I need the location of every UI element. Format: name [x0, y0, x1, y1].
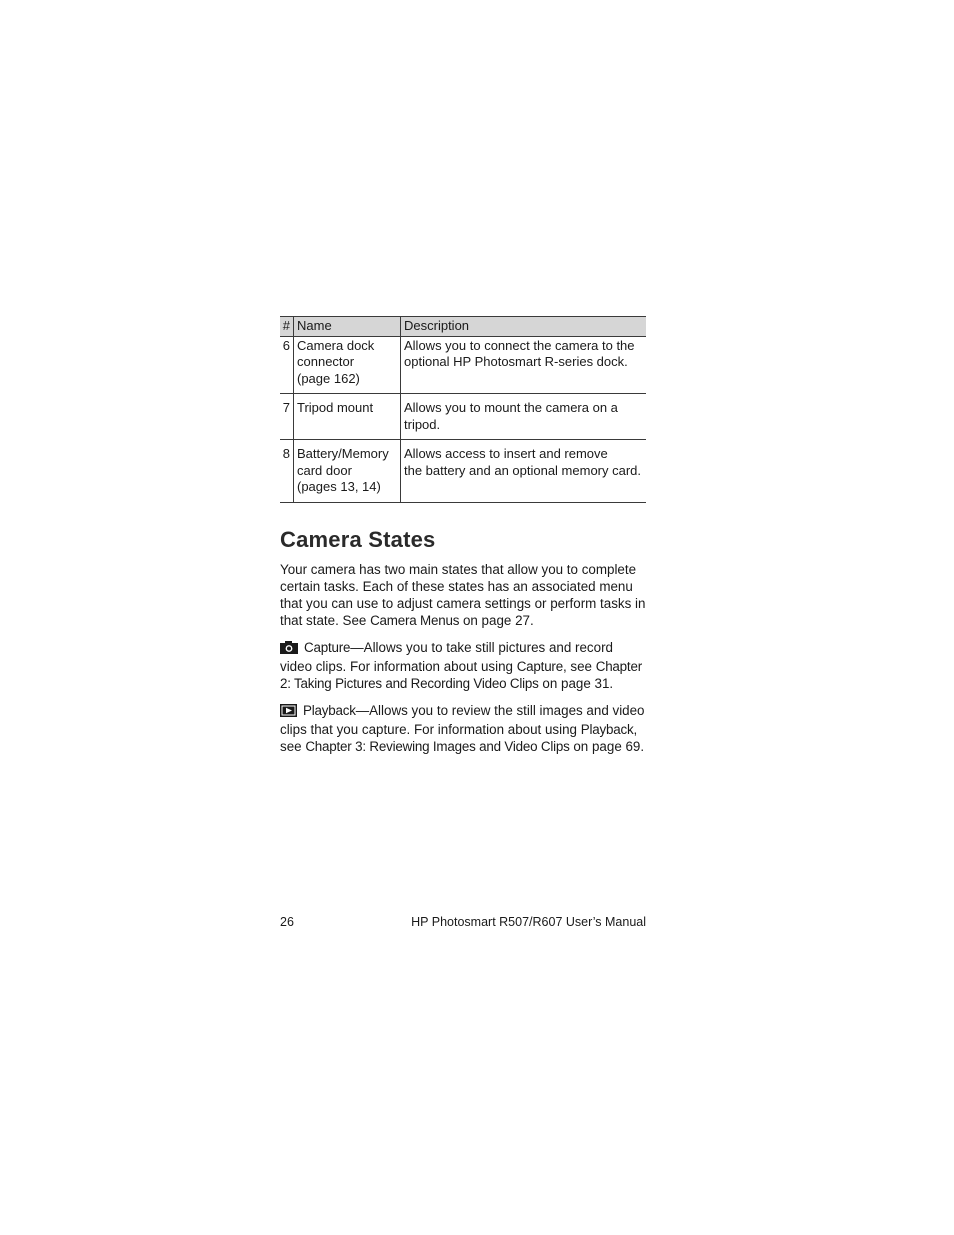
capture-term-2: Capture	[516, 658, 563, 674]
row-num: 8	[280, 440, 294, 503]
header-num: #	[280, 317, 294, 337]
page-content	[280, 316, 646, 765]
row-num: 6	[280, 336, 294, 394]
row-description: Allows access to insert and remove the battery and an optional memory card.	[401, 440, 647, 503]
header-name: Name	[294, 317, 401, 337]
playback-term-2: Playback	[580, 721, 634, 737]
playback-term: Playback	[303, 702, 356, 718]
table-header-row	[280, 317, 646, 337]
playback-paragraph: Playback—Allows you to review the still images and video clips that you capture. For information about using Playback, see Chapter 3: Reviewing Images and Video Clips on page 69.	[280, 702, 645, 754]
playback-icon	[280, 704, 297, 721]
page-number: 26	[280, 915, 294, 929]
capture-term: Capture	[304, 639, 351, 655]
row-description: Allows you to mount the camera on a tripod.	[401, 394, 647, 440]
camera-menus-link[interactable]: Camera Menus	[370, 612, 460, 628]
row-name: Camera dock connector (page 162)	[294, 336, 401, 394]
row-num: 7	[280, 394, 294, 440]
row-name: Tripod mount	[294, 394, 401, 440]
section-heading: Camera States	[280, 526, 436, 552]
table-row	[280, 440, 646, 503]
row-name: Battery/Memory card door (pages 13, 14)	[294, 440, 401, 503]
chapter-2-link[interactable]: Chapter 2: Taking Pictures and Recording Video Clips	[280, 658, 642, 691]
table-row	[280, 394, 646, 440]
camera-icon	[280, 641, 298, 658]
capture-paragraph: Capture—Allows you to take still pictures and record video clips. For information about using Capture, see Chapter 2: Taking Pictures and Recording Video Clips on page 31.	[280, 639, 642, 691]
intro-paragraph: Your camera has two main states that allow you to complete certain tasks. Each of these states has an associated menu that you can use to adjust camera settings or perform tasks in that state. See Camera Menus on page 27.	[280, 561, 646, 628]
table-row	[280, 336, 646, 394]
manual-title: HP Photosmart R507/R607 User’s Manual	[411, 915, 646, 929]
chapter-3-link[interactable]: Chapter 3: Reviewing Images and Video Clips	[305, 738, 570, 754]
header-description: Description	[401, 317, 647, 337]
parts-table	[280, 316, 646, 503]
row-description: Allows you to connect the camera to the optional HP Photosmart R-series dock.	[401, 336, 647, 394]
